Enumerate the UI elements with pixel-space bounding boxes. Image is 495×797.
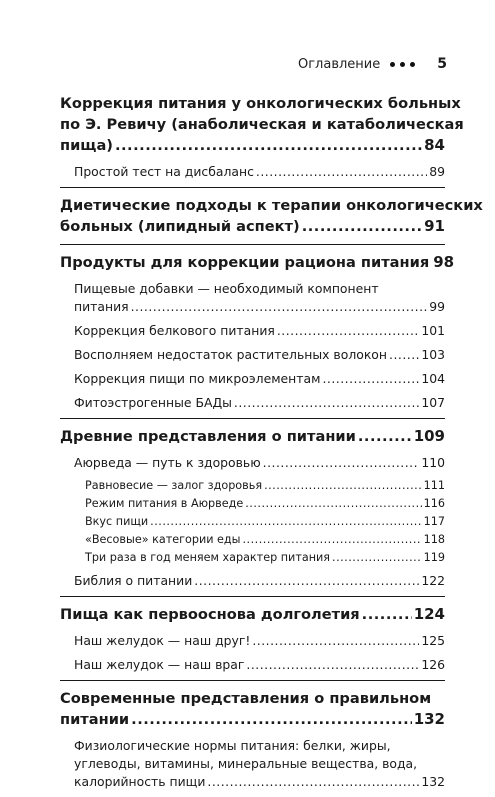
toc-entry-sub[interactable]	[60, 532, 445, 548]
toc-entry-minor[interactable]	[60, 632, 445, 650]
toc-entry-sub[interactable]	[60, 496, 445, 512]
toc-entry-title-line: по Э. Ревичу (анаболическая и катаболическая	[60, 116, 464, 133]
toc-entry-title-line: Равновесие — залог здоровья	[85, 479, 263, 492]
toc-entry-title-line: Продукты для коррекции рациона питания	[60, 254, 430, 271]
toc-entry-title-line: Коррекция пищи по микроэлементам	[74, 371, 321, 386]
toc-entry-sub[interactable]	[60, 514, 445, 530]
dot-leader	[131, 298, 428, 316]
toc-entry-title-line: питания	[74, 299, 129, 314]
toc-entry-page: 125	[421, 633, 445, 648]
toc-entry-minor[interactable]	[60, 454, 445, 472]
toc-entry-page: 107	[421, 395, 445, 410]
toc-entry-minor[interactable]	[60, 370, 445, 388]
dot-leader	[332, 550, 422, 566]
toc-entry-title-line: Аюрведа — путь к здоровью	[74, 455, 261, 470]
toc-entry-title-line: Наш желудок — наш друг!	[74, 633, 251, 648]
toc-entry-page: 111	[423, 479, 445, 492]
running-header-title: Оглавление	[297, 56, 381, 72]
dot-leader	[243, 532, 422, 548]
toc-entry-title-line: углеводы, витамины, минеральные вещества, вода,	[74, 756, 418, 771]
dot-leader	[277, 322, 420, 340]
toc-entry-major[interactable]	[60, 93, 464, 156]
toc-entry-page: 126	[421, 657, 445, 672]
toc-entry-title-line: Фитоэстрогенные БАДы	[74, 395, 232, 410]
section-divider	[60, 596, 445, 597]
toc-entry-title-line: Пищевые добавки — необходимый компонент	[74, 281, 379, 296]
toc-entry-page: 109	[413, 427, 445, 445]
toc-entry-page: 99	[429, 299, 445, 314]
table-of-contents	[60, 86, 483, 797]
toc-entry-page: 122	[421, 573, 445, 588]
toc-entry-page: 110	[421, 455, 445, 470]
toc-entry-title-line: Вкус пищи	[85, 515, 149, 528]
dot-leader	[264, 478, 422, 494]
toc-entry-title-line: Наш желудок — наш враг	[74, 657, 245, 672]
toc-entry-title-line: Диетические подходы к терапии онкологических	[60, 197, 483, 214]
dot-leader	[115, 135, 422, 156]
dot-leader	[358, 426, 412, 447]
toc-entry-page: 98	[433, 253, 455, 271]
toc-entry-page: 132	[421, 774, 445, 789]
toc-entry-title-line: «Весовые» категории еды	[85, 533, 241, 546]
section-divider	[60, 418, 445, 419]
toc-entry-page: 116	[423, 497, 445, 510]
toc-entry-title-line: Три раза в год меняем характер питания	[85, 551, 331, 564]
running-header	[298, 56, 447, 72]
toc-entry-minor[interactable]	[60, 163, 445, 181]
header-dots-ornament	[390, 62, 415, 67]
toc-entry-page: 132	[413, 710, 445, 728]
toc-entry-minor[interactable]	[60, 656, 445, 674]
toc-entry-minor[interactable]	[60, 280, 445, 316]
toc-entry-major[interactable]	[60, 195, 483, 237]
toc-entry-major[interactable]	[60, 604, 445, 625]
section-divider	[60, 680, 445, 681]
dot-leader	[150, 514, 421, 530]
toc-entry-minor[interactable]	[60, 322, 445, 340]
toc-entry-title-line: больных (липидный аспект)	[60, 218, 300, 235]
dot-leader	[234, 394, 419, 412]
toc-entry-page: 104	[421, 371, 445, 386]
toc-entry-major[interactable]	[60, 688, 445, 730]
toc-entry-title-line: калорийность пищи	[74, 774, 206, 789]
toc-entry-page: 91	[424, 217, 445, 235]
toc-entry-title-line: Современные представления о правильном	[60, 690, 432, 707]
dot-leader	[246, 656, 419, 674]
dot-leader	[322, 370, 419, 388]
toc-entry-sub[interactable]	[60, 550, 445, 566]
dot-leader	[131, 709, 412, 730]
toc-entry-page: 103	[421, 347, 445, 362]
section-divider	[60, 187, 445, 188]
toc-entry-minor[interactable]	[60, 346, 445, 364]
dot-leader	[194, 572, 419, 590]
toc-entry-page: 119	[423, 551, 445, 564]
toc-entry-minor[interactable]	[60, 394, 445, 412]
toc-entry-page: 118	[423, 533, 445, 546]
dot-leader	[256, 163, 427, 181]
toc-entry-title-line: питании	[60, 711, 130, 728]
dot-leader	[207, 773, 419, 791]
page-number: 5	[437, 56, 447, 72]
toc-entry-major[interactable]	[60, 252, 455, 273]
toc-entry-sub[interactable]	[60, 478, 445, 494]
dot-leader	[302, 216, 422, 237]
section-divider	[60, 244, 445, 245]
dot-leader	[362, 604, 412, 625]
toc-entry-title-line: Простой тест на дисбаланс	[74, 164, 254, 179]
toc-entry-title-line: Физиологические нормы питания: белки, жиры,	[74, 738, 391, 753]
toc-entry-title-line: Библия о питании	[74, 573, 193, 588]
toc-entry-page: 117	[423, 515, 445, 528]
dot-leader	[263, 454, 420, 472]
toc-entry-title-line: Коррекция питания у онкологических больных	[60, 95, 461, 112]
toc-entry-minor[interactable]	[60, 572, 445, 590]
toc-entry-major[interactable]	[60, 426, 445, 447]
dot-leader	[245, 496, 421, 512]
toc-entry-title-line: Режим питания в Аюрведе	[85, 497, 244, 510]
toc-entry-page: 101	[421, 323, 445, 338]
toc-entry-title-line: Коррекция белкового питания	[74, 323, 275, 338]
toc-entry-title-line: Пища как первооснова долголетия	[60, 606, 360, 623]
toc-entry-page: 89	[429, 164, 445, 179]
dot-leader	[252, 632, 419, 650]
dot-leader	[389, 346, 419, 364]
toc-entry-title-line: Древние представления о питании	[60, 428, 356, 445]
toc-entry-page: 84	[424, 136, 445, 154]
toc-entry-title-line: Восполняем недостаток растительных волокон	[74, 347, 387, 362]
toc-entry-page: 124	[413, 605, 445, 623]
toc-entry-title-line: пища)	[60, 137, 113, 154]
